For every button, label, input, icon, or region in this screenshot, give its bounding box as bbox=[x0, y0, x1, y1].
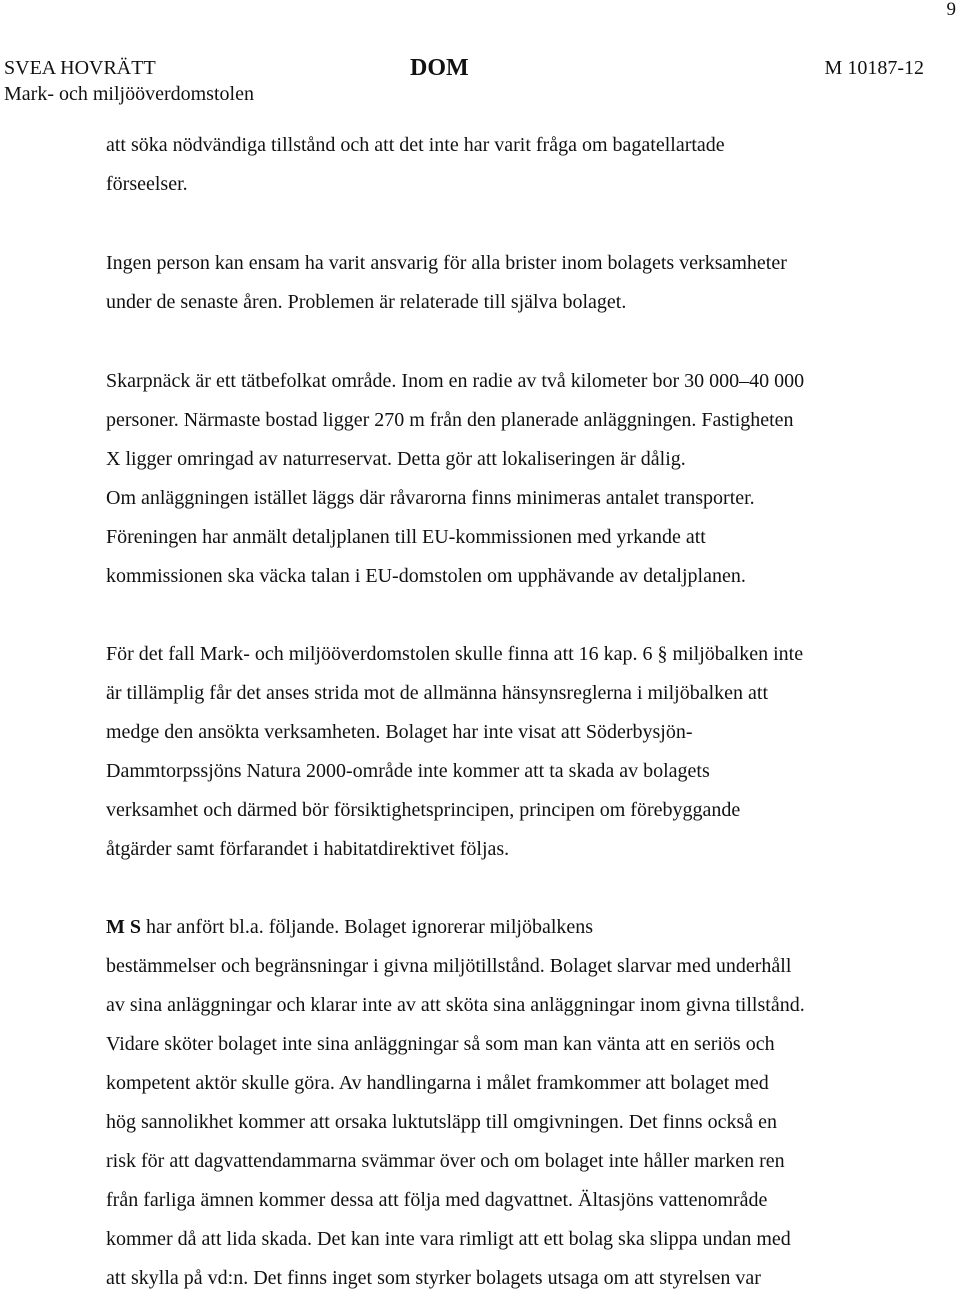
text-line: att söka nödvändiga tillstånd och att det inte har varit fråga om bagatellartade bbox=[106, 134, 725, 156]
document-header bbox=[4, 56, 924, 106]
text-line: förseelser. bbox=[106, 173, 188, 195]
text-line: Dammtorpssjöns Natura 2000-område inte kommer att ta skada av bolagets bbox=[106, 760, 710, 782]
text-line: medge den ansökta verksamheten. Bolaget har inte visat att Söderbysjön- bbox=[106, 721, 693, 743]
text-line: verksamhet och därmed bör försiktighetsprincipen, principen om förebyggande bbox=[106, 799, 741, 821]
text-line: Skarpnäck är ett tätbefolkat område. Inom en radie av två kilometer bor 30 000–40 000 bbox=[106, 370, 805, 392]
text-line: åtgärder samt förfarandet i habitatdirektivet följas. bbox=[106, 838, 510, 860]
case-number: M 10187-12 bbox=[824, 57, 924, 79]
text-line: X ligger omringad av naturreservat. Detta gör att lokaliseringen är dålig. bbox=[106, 448, 686, 470]
text-line: under de senaste åren. Problemen är relaterade till själva bolaget. bbox=[106, 291, 627, 313]
text-line bbox=[106, 915, 593, 939]
text-line: att skylla på vd:n. Det finns inget som styrker bolagets utsaga om att styrelsen var bbox=[106, 1267, 761, 1289]
party-name: M S bbox=[106, 916, 141, 938]
text-line: från farliga ämnen kommer dessa att följa med dagvattnet. Ältasjöns vattenområde bbox=[106, 1189, 768, 1211]
text-line: är tillämplig får det anses strida mot de allmänna hänsynsreglerna i miljöbalken att bbox=[106, 682, 769, 704]
text-line: personer. Närmaste bostad ligger 270 m från den planerade anläggningen. Fastigheten bbox=[106, 409, 794, 431]
text-line: Vidare sköter bolaget inte sina anläggningar så som man kan vänta att en seriös och bbox=[106, 1033, 775, 1055]
text-span: har anfört bl.a. följande. Bolaget ignorerar miljöbalkens bbox=[141, 916, 594, 938]
text-line: För det fall Mark- och miljööverdomstolen skulle finna att 16 kap. 6 § miljöbalken inte bbox=[106, 643, 804, 665]
text-line: Ingen person kan ensam ha varit ansvarig för alla brister inom bolagets verksamheter bbox=[106, 252, 787, 274]
text-line: risk för att dagvattendammarna svämmar över och om bolaget inte håller marken ren bbox=[106, 1150, 785, 1172]
court-name: SVEA HOVRÄTT bbox=[4, 57, 156, 79]
text-line: bestämmelser och begränsningar i givna miljötillstånd. Bolaget slarvar med underhåll bbox=[106, 955, 792, 977]
text-line: kommer då att lida skada. Det kan inte vara rimligt att ett bolag ska slippa undan med bbox=[106, 1228, 791, 1250]
document-type: DOM bbox=[410, 55, 469, 81]
text-line: Om anläggningen istället läggs där råvarorna finns minimeras antalet transporter. bbox=[106, 487, 755, 509]
text-line: hög sannolikhet kommer att orsaka luktutsläpp till omgivningen. Det finns också en bbox=[106, 1111, 777, 1133]
text-line: kompetent aktör skulle göra. Av handlingarna i målet framkommer att bolaget med bbox=[106, 1072, 769, 1094]
page-number: 9 bbox=[946, 0, 956, 20]
text-line: av sina anläggningar och klarar inte av att sköta sina anläggningar inom givna tillstånd. bbox=[106, 994, 805, 1016]
court-division: Mark- och miljööverdomstolen bbox=[4, 83, 254, 105]
text-line: Föreningen har anmält detaljplanen till EU-kommissionen med yrkande att bbox=[106, 526, 706, 548]
text-line: kommissionen ska väcka talan i EU-domstolen om upphävande av detaljplanen. bbox=[106, 565, 746, 587]
